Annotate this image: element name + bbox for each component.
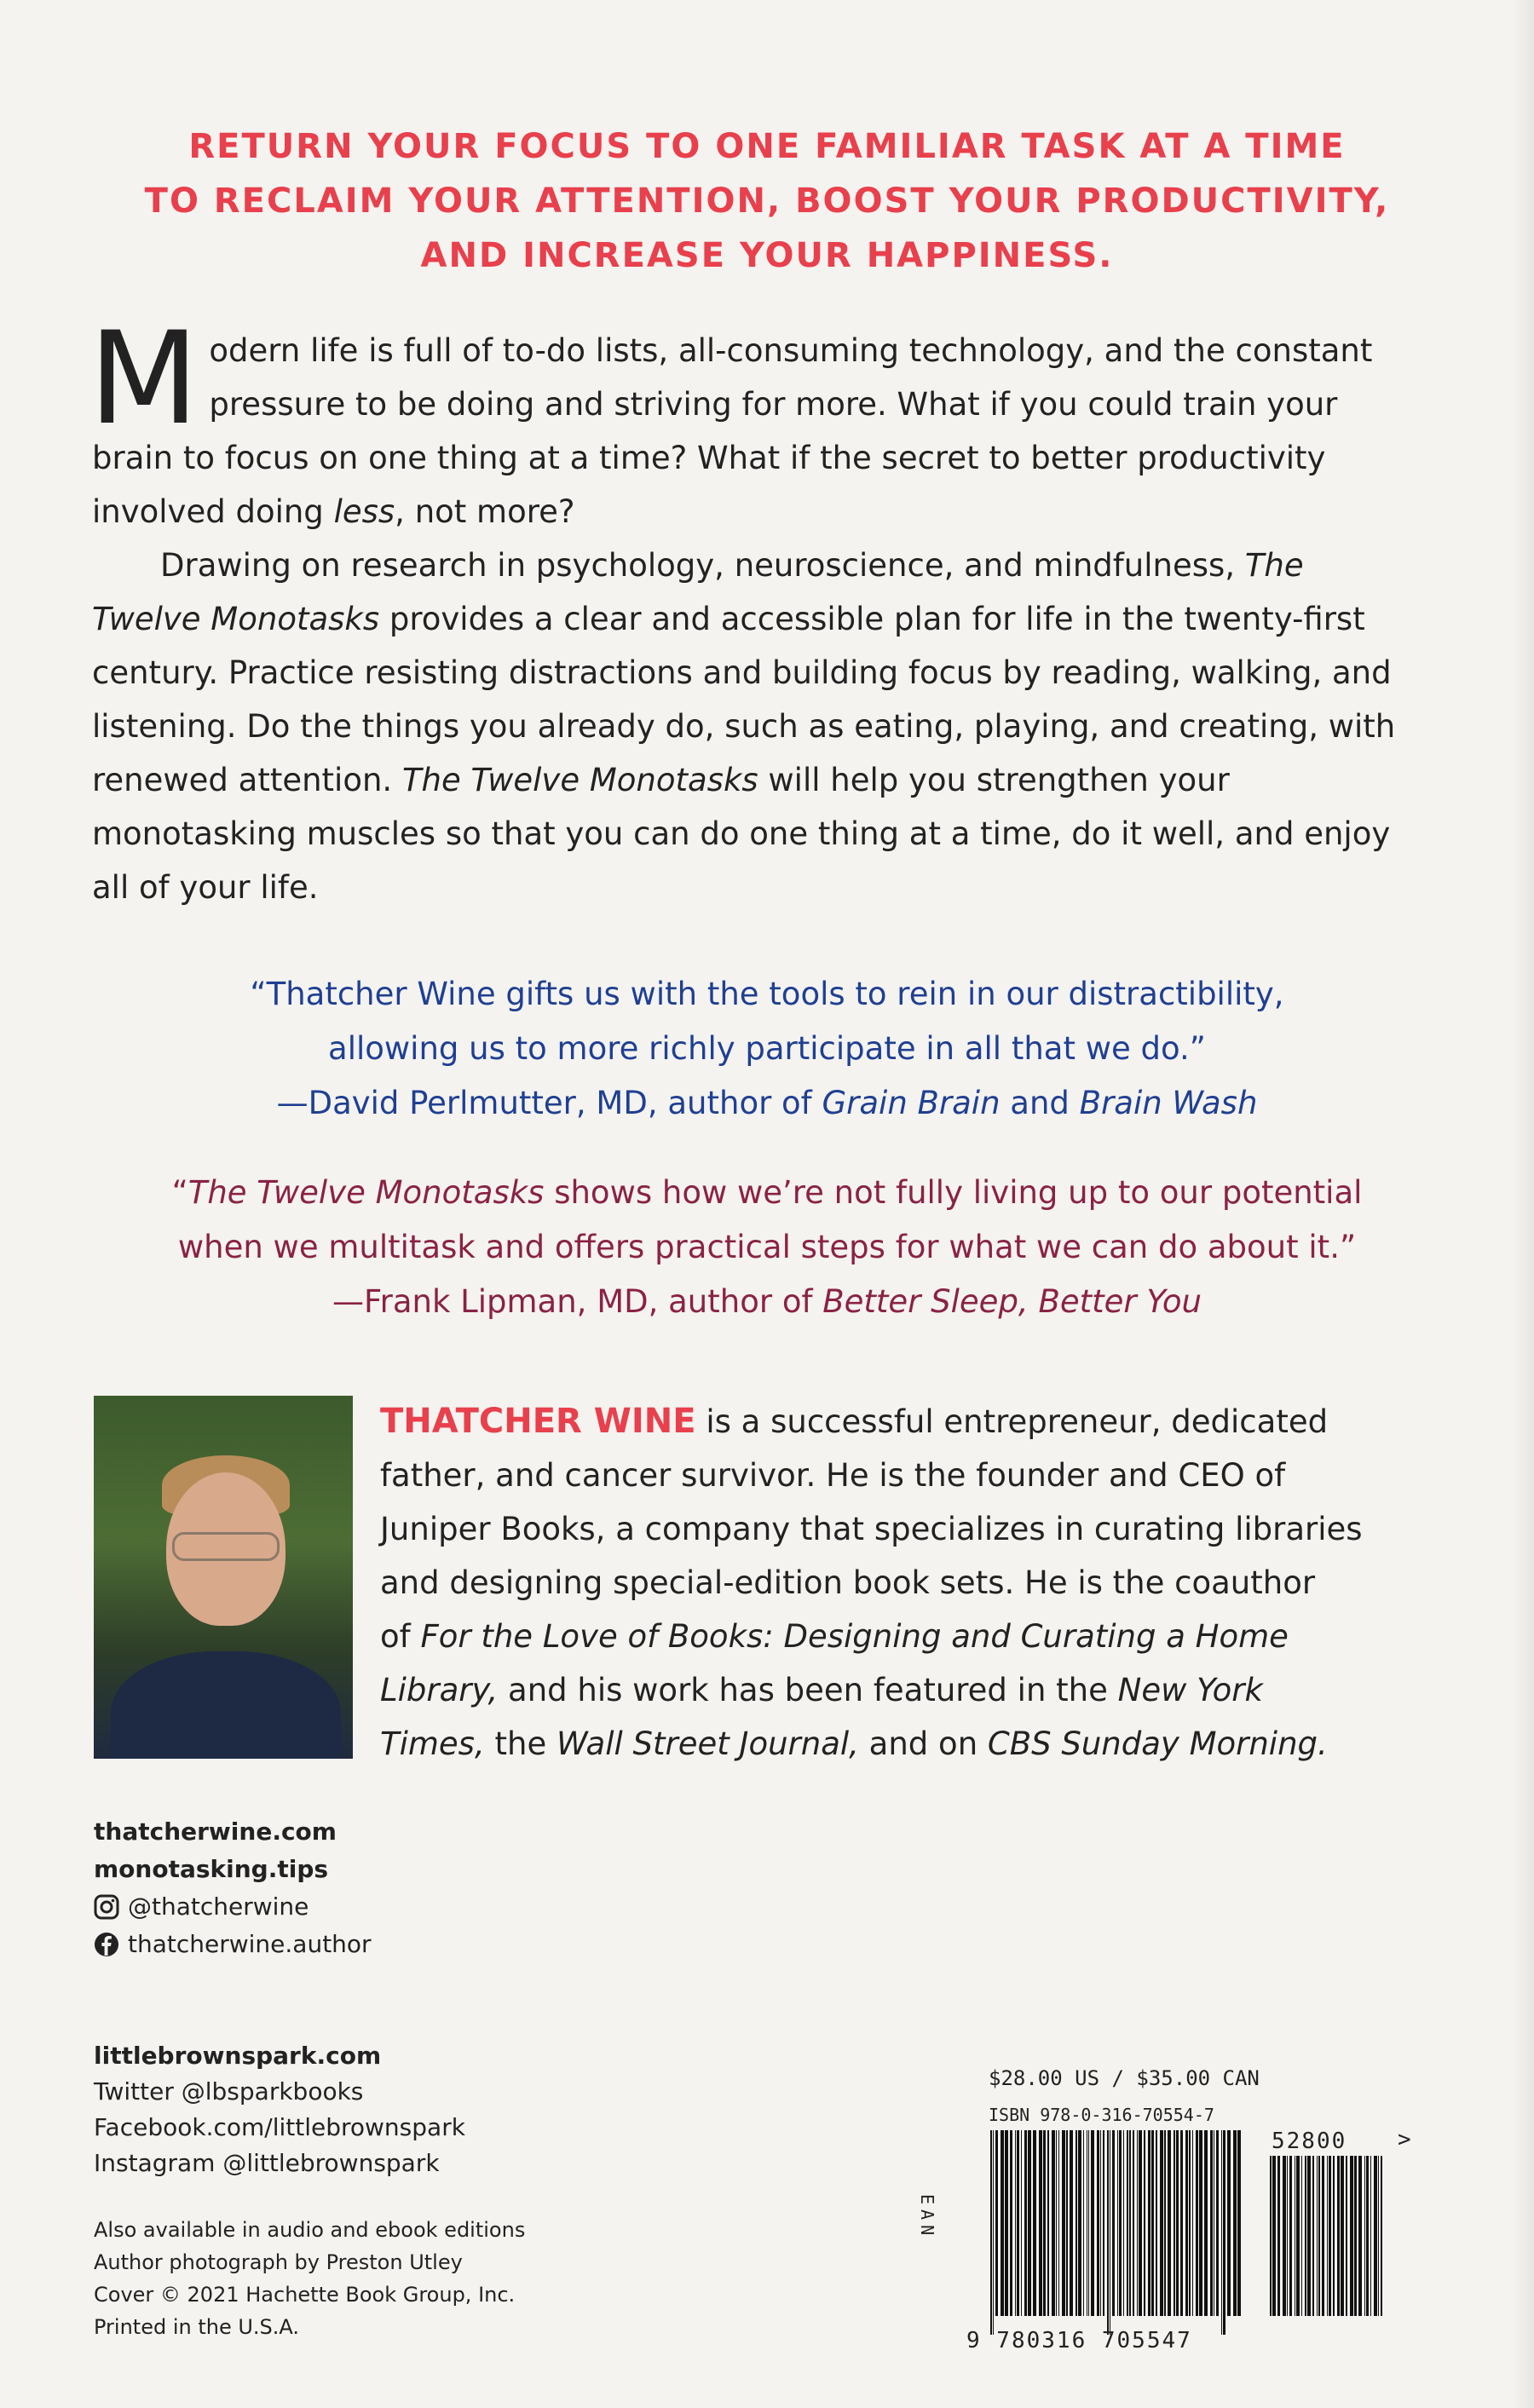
barcode-bar: [1168, 2130, 1171, 2316]
blurb1-line-1: “Thatcher Wine gifts us with the tools to rein in our distractibility,: [250, 976, 1284, 1012]
facebook-handle: thatcherwine.author: [128, 1930, 372, 1958]
bio-line-6-text: and his work has been featured in the: [498, 1672, 1118, 1708]
blurb1-attr-prefix: —David Perlmutter, MD, author of: [276, 1085, 822, 1121]
p2-text-c: will help you strengthen your monotasking muscles so that you can do one thing at a time, do it well, and enjoy all of your life.: [92, 762, 1391, 906]
barcode-bar: [1097, 2130, 1099, 2316]
publisher-instagram: Instagram @littlebrownspark: [94, 2149, 440, 2177]
barcode-bar: [1017, 2130, 1019, 2316]
barcode-bar: [1148, 2130, 1150, 2316]
ean-label: EAN: [917, 2194, 937, 2241]
bio-line-3: Juniper Books, a company that specializes in curating libraries: [380, 1511, 1363, 1547]
author-links: [94, 1813, 372, 1963]
bio-cbs: CBS Sunday Morning.: [987, 1725, 1328, 1762]
barcode-bar: [1028, 2130, 1031, 2316]
barcode-bar: [1354, 2156, 1357, 2316]
barcode-bar: [1327, 2156, 1328, 2316]
barcode-bar: [1312, 2156, 1314, 2316]
publisher-site[interactable]: littlebrownspark.com: [94, 2042, 382, 2070]
bio-line-6: [380, 1663, 1437, 1717]
instagram-icon: [94, 1894, 119, 1920]
instagram-row[interactable]: [94, 1888, 372, 1926]
blurb2-open-quote: “: [171, 1174, 188, 1211]
barcode-bar: [1021, 2130, 1022, 2316]
publisher-facebook: Facebook.com/littlebrownspark: [94, 2113, 465, 2141]
barcode-bar: [1180, 2130, 1183, 2316]
barcode-bar: [1088, 2130, 1089, 2316]
barcode-bar: [1216, 2130, 1219, 2316]
barcode-bar: [1272, 2156, 1276, 2316]
bio-nyt-b: Times,: [380, 1725, 485, 1762]
barcode-bar: [1039, 2130, 1042, 2316]
barcode-bar: [1227, 2130, 1231, 2316]
barcode-bar: [1151, 2130, 1154, 2316]
barcode-bar: [1287, 2156, 1288, 2316]
barcode-bar: [1160, 2130, 1163, 2316]
barcode-bar: [1196, 2130, 1198, 2316]
barcode-bar: [1164, 2130, 1166, 2316]
barcode-bar: [1322, 2156, 1324, 2316]
p2-text-b: provides a clear and accessible plan for life in the twenty-first century. Practice resisting distractions and building focus by reading, walking, and listening. Do the things you already do, such as eating, playing, and creating, with renewed attention.: [92, 601, 1396, 798]
headline: [85, 119, 1449, 283]
p2-book-title-1: The Twelve Monotasks: [92, 547, 1304, 637]
barcode-bar: [1366, 2156, 1369, 2316]
publisher-info: [94, 2038, 465, 2181]
bio-line-2: father, and cancer survivor. He is the founder and CEO of: [380, 1457, 1286, 1494]
barcode-bar: [1144, 2130, 1145, 2316]
barcode-bar: [1237, 2130, 1241, 2316]
author-photo: [94, 1396, 353, 1759]
addon-digits: 52800: [1272, 2129, 1347, 2154]
barcode-bar: [1346, 2156, 1347, 2316]
barcode-bar: [1318, 2156, 1320, 2316]
barcode-bar: [1133, 2130, 1134, 2316]
isbn: ISBN 978-0-316-70554-7: [989, 2105, 1214, 2125]
barcode-bar: [1204, 2130, 1208, 2316]
barcode-bar: [1283, 2156, 1286, 2316]
barcode-bar: [1210, 2130, 1213, 2316]
barcode-bar: [1137, 2130, 1138, 2316]
photo-glasses: [172, 1532, 280, 1561]
p2-text-a: Drawing on research in psychology, neuroscience, and mindfulness,: [160, 547, 1245, 584]
barcode-bar: [1350, 2156, 1353, 2316]
bio-line-7-a: the: [484, 1725, 557, 1762]
facebook-row[interactable]: [94, 1926, 372, 1963]
barcode-addon: [1268, 2156, 1387, 2335]
barcode-bar: [1100, 2130, 1101, 2316]
blurb-lipman: [85, 1166, 1449, 1329]
headline-line-2: TO RECLAIM YOUR ATTENTION, BOOST YOUR PRODUCTIVITY,: [144, 181, 1390, 221]
blurb1-book-2: Brain Wash: [1079, 1085, 1258, 1121]
barcode-bar: [1221, 2130, 1222, 2335]
credits: [94, 2214, 525, 2343]
bio-line-1-text: is a successful entrepreneur, dedicated: [695, 1403, 1329, 1440]
barcode-bar: [1117, 2130, 1118, 2316]
barcode-bar: [1066, 2130, 1068, 2316]
blurb1-line-2: allowing us to more richly participate in all that we do.”: [328, 1030, 1206, 1067]
barcode-bar: [1174, 2130, 1175, 2316]
barcode-bar: [1058, 2130, 1059, 2316]
facebook-icon: [94, 1932, 119, 1957]
blurb1-and: and: [1000, 1085, 1080, 1121]
credit-copyright: Cover © 2021 Hachette Book Group, Inc.: [94, 2283, 516, 2307]
barcode-bar: [1119, 2130, 1122, 2316]
headline-line-1: RETURN YOUR FOCUS TO ONE FAMILIAR TASK AT A TIME: [188, 127, 1346, 166]
p1-italic: less: [333, 493, 395, 530]
barcode-bar: [1056, 2130, 1057, 2316]
barcode-bar: [1381, 2156, 1382, 2316]
bio-wsj: Wall Street Journal,: [556, 1725, 859, 1762]
barcode-bar: [1033, 2130, 1036, 2316]
barcode-bar: [1091, 2130, 1094, 2316]
bio-book-title-b: Library,: [380, 1672, 499, 1708]
drop-cap: M: [89, 305, 199, 453]
description-paragraph-1: [89, 305, 1422, 539]
barcode-bar: [1296, 2156, 1300, 2316]
blurb1-attribution: [85, 1076, 1449, 1131]
barcode-bar: [993, 2130, 994, 2335]
blurb2-line-2: when we multitask and offers practical steps for what we can do about it.”: [177, 1229, 1357, 1265]
barcode-bar: [1185, 2130, 1188, 2316]
barcode-bar: [1005, 2130, 1008, 2316]
barcode-bar: [1015, 2130, 1016, 2316]
bio-line-5: [380, 1610, 1437, 1663]
barcode-bar: [1233, 2130, 1237, 2316]
barcode-bar: [1333, 2156, 1335, 2316]
bio-line-7: [380, 1717, 1437, 1771]
barcode-bar: [1192, 2130, 1193, 2316]
blurb2-book-title: The Twelve Monotasks: [187, 1174, 545, 1211]
barcode-bar: [990, 2130, 992, 2335]
barcode-bar: [1358, 2156, 1362, 2316]
barcode-digits: 9 780316 705547: [966, 2328, 1192, 2353]
barcode-bar: [1317, 2156, 1318, 2316]
p1-end: , not more?: [395, 493, 575, 530]
barcode-bar: [1083, 2130, 1084, 2316]
barcode-bar: [1010, 2130, 1012, 2316]
barcode-bar: [1076, 2130, 1077, 2316]
blurb2-book: Better Sleep, Better You: [822, 1283, 1202, 1320]
barcode-bar: [1270, 2156, 1272, 2316]
p1-text: odern life is full of to-do lists, all-consuming technology, and the constant pressure to be doing and striving for more. What if you could train your brain to focus on one thing at a time? What if the secret to better productivity involved doing: [92, 332, 1373, 530]
barcode-bar: [1289, 2156, 1292, 2316]
bio-line-4: and designing special-edition book sets. He is the coauthor: [380, 1564, 1316, 1601]
bio-line-7-b: and on: [858, 1725, 988, 1762]
barcode-bar: [1043, 2130, 1046, 2316]
barcode-bar: [1139, 2130, 1142, 2316]
barcode-bar: [1301, 2156, 1302, 2316]
barcode-bar: [995, 2130, 998, 2316]
barcode-bar: [1123, 2130, 1124, 2316]
barcode-bar: [1107, 2130, 1109, 2335]
barcode-bar: [1378, 2156, 1379, 2316]
barcode-bar: [1364, 2156, 1365, 2316]
barcode-bar: [1047, 2130, 1049, 2316]
barcode-bar: [1223, 2130, 1225, 2335]
author-bio: [380, 1395, 1437, 1771]
author-name: THATCHER WINE: [380, 1402, 696, 1441]
barcode-bar: [1062, 2130, 1065, 2316]
barcode-bar: [1024, 2130, 1027, 2316]
barcode-main: [989, 2130, 1244, 2335]
blurb-perlmutter: [85, 967, 1449, 1131]
barcode-bar: [1370, 2156, 1371, 2316]
barcode-bar: [1129, 2130, 1131, 2316]
barcode-bar: [1156, 2130, 1157, 2316]
barcode-bar: [1329, 2156, 1331, 2316]
bio-book-title-a: For the Love of Books: Designing and Curating a Home: [420, 1618, 1289, 1655]
publisher-twitter: Twitter @lbsparkbooks: [94, 2077, 364, 2106]
blurb2-attr-prefix: —Frank Lipman, MD, author of: [332, 1283, 823, 1320]
headline-line-3: AND INCREASE YOUR HAPPINESS.: [420, 236, 1114, 275]
barcode-bar: [1127, 2130, 1128, 2316]
photo-shirt: [111, 1651, 341, 1759]
credit-printed: Printed in the U.S.A.: [94, 2315, 300, 2339]
barcode-bar: [1078, 2130, 1081, 2316]
barcode-bar: [1337, 2156, 1340, 2316]
p2-book-title-2: The Twelve Monotasks: [401, 762, 758, 798]
blurb1-book-1: Grain Brain: [822, 1085, 1001, 1121]
barcode-bar: [1070, 2130, 1073, 2316]
description-paragraph-2: [92, 539, 1422, 914]
barcode-bar: [1341, 2156, 1344, 2316]
barcode-bar: [1001, 2130, 1004, 2316]
barcode-bar: [1305, 2156, 1306, 2316]
barcode-bar: [1307, 2156, 1311, 2316]
barcode-bar: [1374, 2156, 1377, 2316]
cover-edge-shadow: [1512, 0, 1534, 2408]
barcode-bar: [1112, 2130, 1115, 2316]
barcode-bar: [1052, 2130, 1055, 2316]
barcode-bar: [1103, 2130, 1104, 2316]
barcode-bar: [1277, 2156, 1280, 2316]
barcode-bar: [1176, 2130, 1179, 2316]
instagram-handle: @thatcherwine: [128, 1892, 309, 1921]
bio-nyt-a: New York: [1117, 1672, 1263, 1708]
description: [89, 305, 1422, 914]
bio-line-1: [380, 1395, 1437, 1449]
blurb2-attribution: [85, 1275, 1449, 1329]
blurb2-line-1-text: shows how we’re not fully living up to our potential: [544, 1174, 1363, 1211]
credit-photo: Author photograph by Preston Utley: [94, 2250, 463, 2274]
barcode-bar: [1189, 2130, 1191, 2316]
price: $28.00 US / $35.00 CAN: [989, 2066, 1260, 2090]
link-monotasking[interactable]: monotasking.tips: [94, 1855, 329, 1883]
barcode-bar: [1199, 2130, 1202, 2316]
blurb2-line-1: [85, 1166, 1449, 1220]
bio-line-5-text: of: [380, 1618, 421, 1655]
addon-arrow: >: [1398, 2127, 1411, 2152]
credit-editions: Also available in audio and ebook editions: [94, 2218, 526, 2242]
link-thatcherwine[interactable]: thatcherwine.com: [94, 1818, 337, 1846]
